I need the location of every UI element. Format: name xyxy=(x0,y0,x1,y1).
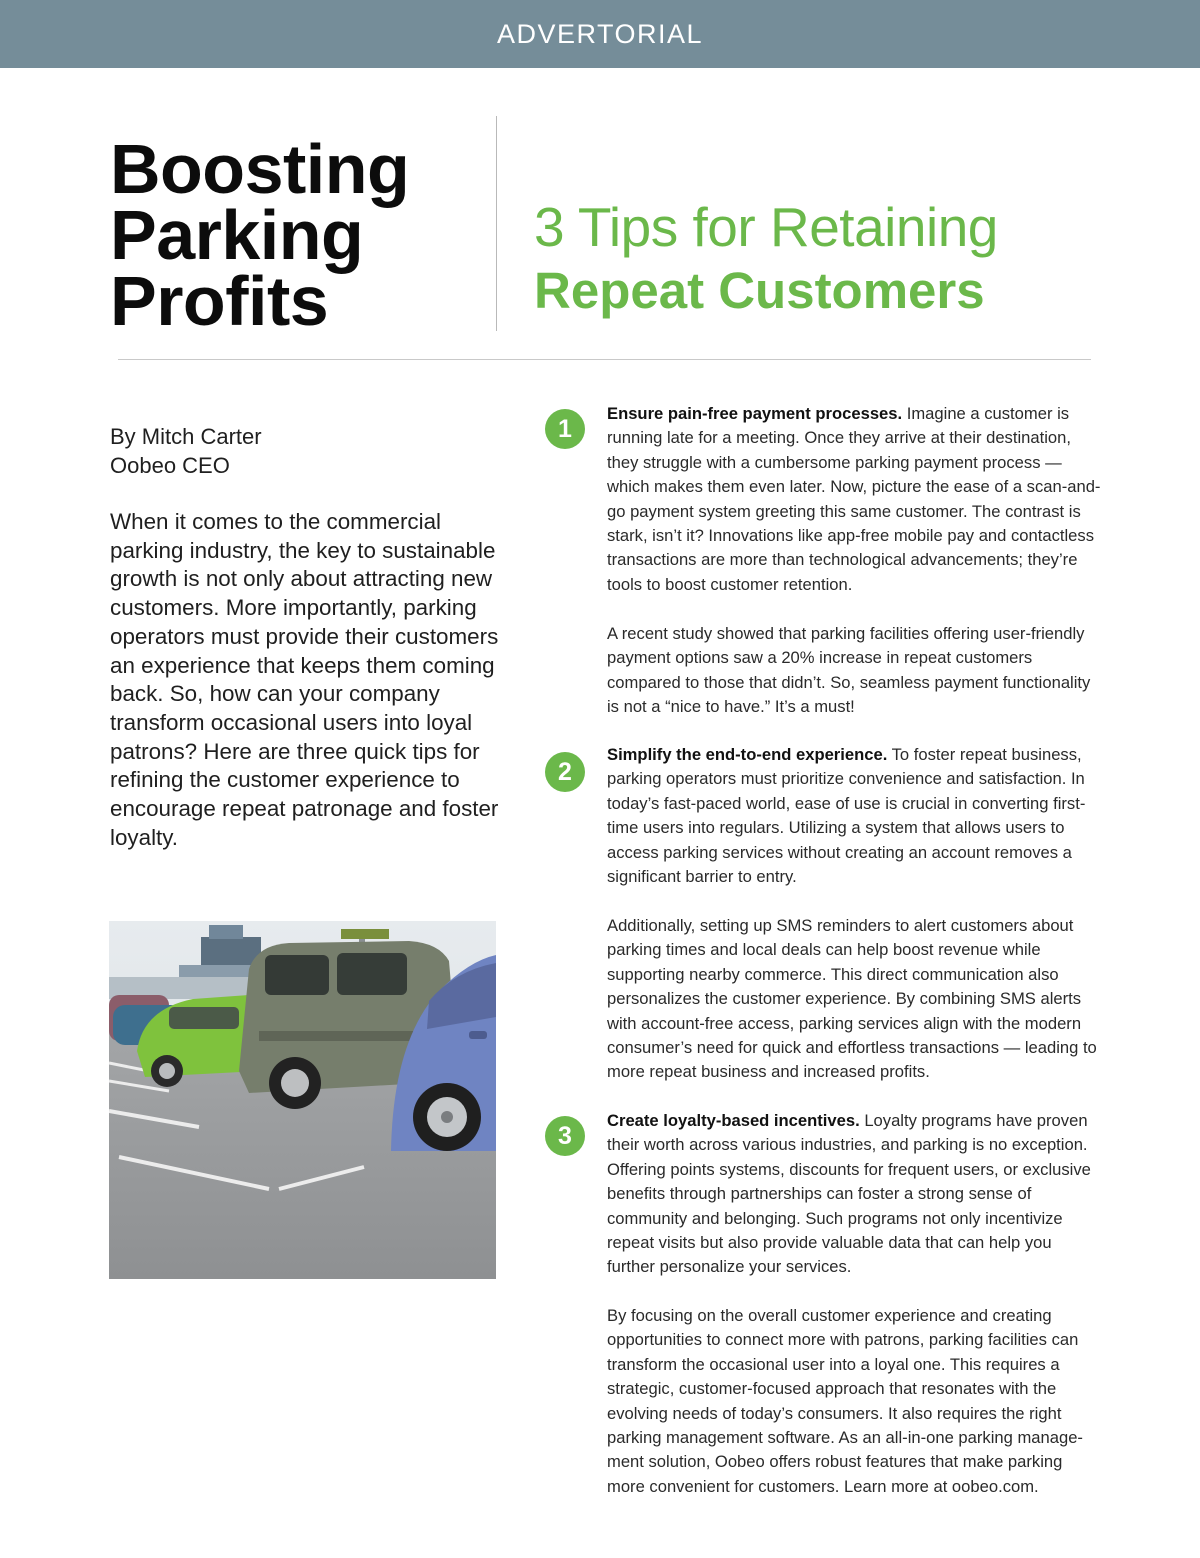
tip-2-heading: Simplify the end-to-end experience. xyxy=(607,745,888,764)
tip-1-paragraph xyxy=(607,402,1104,597)
intro-paragraph: When it comes to the commercial parking industry, the key to sustainable growth is not only about attracting new customers. More importantly, parking operators must provide their customers an experience that keeps them coming back. So, how can your company transform occasional users into loyal patrons? Here are three quick tips for refining the customer experience to encourage repeat patronage and foster loyalty. xyxy=(110,509,499,850)
subtitle-line-1: 3 Tips for Retaining xyxy=(534,196,998,258)
byline-author: By Mitch Carter xyxy=(110,424,262,449)
advertorial-banner xyxy=(0,0,1200,68)
tip-3-heading: Create loyalty-based incentives. xyxy=(607,1111,860,1130)
subtitle-line-2: Repeat Customers xyxy=(534,262,985,319)
tip-3-paragraph xyxy=(607,1109,1104,1280)
article-title xyxy=(110,130,480,340)
article-subtitle xyxy=(534,196,1154,324)
byline xyxy=(110,422,510,480)
title-line-2: Parking xyxy=(110,196,364,274)
tip-2-number-badge xyxy=(545,752,585,792)
title-vertical-divider xyxy=(496,116,497,331)
tip-1-body: Imagine a customer is running late for a meeting. Once they arrive at their destination, they struggle with a cumbersome parking payment process — which makes them even later. Now, picture the ease of a scan-and-go payment system greeting this same customer. The contrast is stark, isn’t it? Innovations like app-free mobile pay and contactless transactions are more than technological advancements; they’re tools to boost customer retention. xyxy=(607,404,1101,594)
tip-1-followup: A recent study showed that parking facilities offering user-friendly payment options saw a 20% increase in repeat customers compared to those that didn’t. So, seamless payment functionality is not a “nice to have.” It’s a must! xyxy=(607,624,1091,717)
tip-3-body: Loyalty programs have proven their worth across various industries, and parking is no exception. Offering points systems, discounts for frequent users, or exclusive benefits through partnerships can foster a strong sense of community and belonging. Such programs not only incentivize repeat visits but also provide valuable data that can help you further personalize your services. xyxy=(607,1111,1091,1277)
byline-role: Oobeo CEO xyxy=(110,453,230,478)
parking-lot-photo xyxy=(109,921,496,1279)
tip-2-paragraph xyxy=(607,743,1104,889)
tip-1-number: 1 xyxy=(558,414,572,443)
tip-1-heading: Ensure pain-free payment processes. xyxy=(607,404,903,423)
banner-label: ADVERTORIAL xyxy=(496,18,704,49)
tip-1-number-badge xyxy=(545,409,585,449)
title-line-1: Boosting xyxy=(110,130,410,208)
tip-2-followup: Additionally, setting up SMS reminders to alert customers about parking times and local deals can help boost revenue while supporting nearby commerce. This direct communication also personalizes the customer experience. By combining SMS alerts with account-free access, parking services align with the modern consumer’s need for quick and effortless transactions — leading to more repeat business and increased profits. xyxy=(607,916,1097,1082)
tip-3-number-badge xyxy=(545,1116,585,1156)
tip-3-number: 3 xyxy=(558,1121,572,1150)
tip-2-number: 2 xyxy=(558,757,572,786)
tip-2-body: To foster repeat business, parking operators must prioritize convenience and satisfaction. In today’s fast-paced world, ease of use is crucial in converting first-time users into regulars. Utilizing a system that allows users to access parking services without creating an account removes a significant barrier to entry. xyxy=(607,745,1086,887)
header-horizontal-divider xyxy=(118,359,1091,360)
closing-paragraph: By focusing on the overall customer experience and creating opportunities to connect more with patrons, parking facilities can transform the occasional user into a loyal one. This requires a strategic, customer-focused approach that resonates with the evolving needs of today’s consumers. It also requires the right parking management software. As an all-in-one parking manage-ment solution, Oobeo offers robust features that make parking more convenient for customers. Learn more at oobeo.com. xyxy=(607,1306,1083,1496)
title-line-3: Profits xyxy=(110,262,329,340)
